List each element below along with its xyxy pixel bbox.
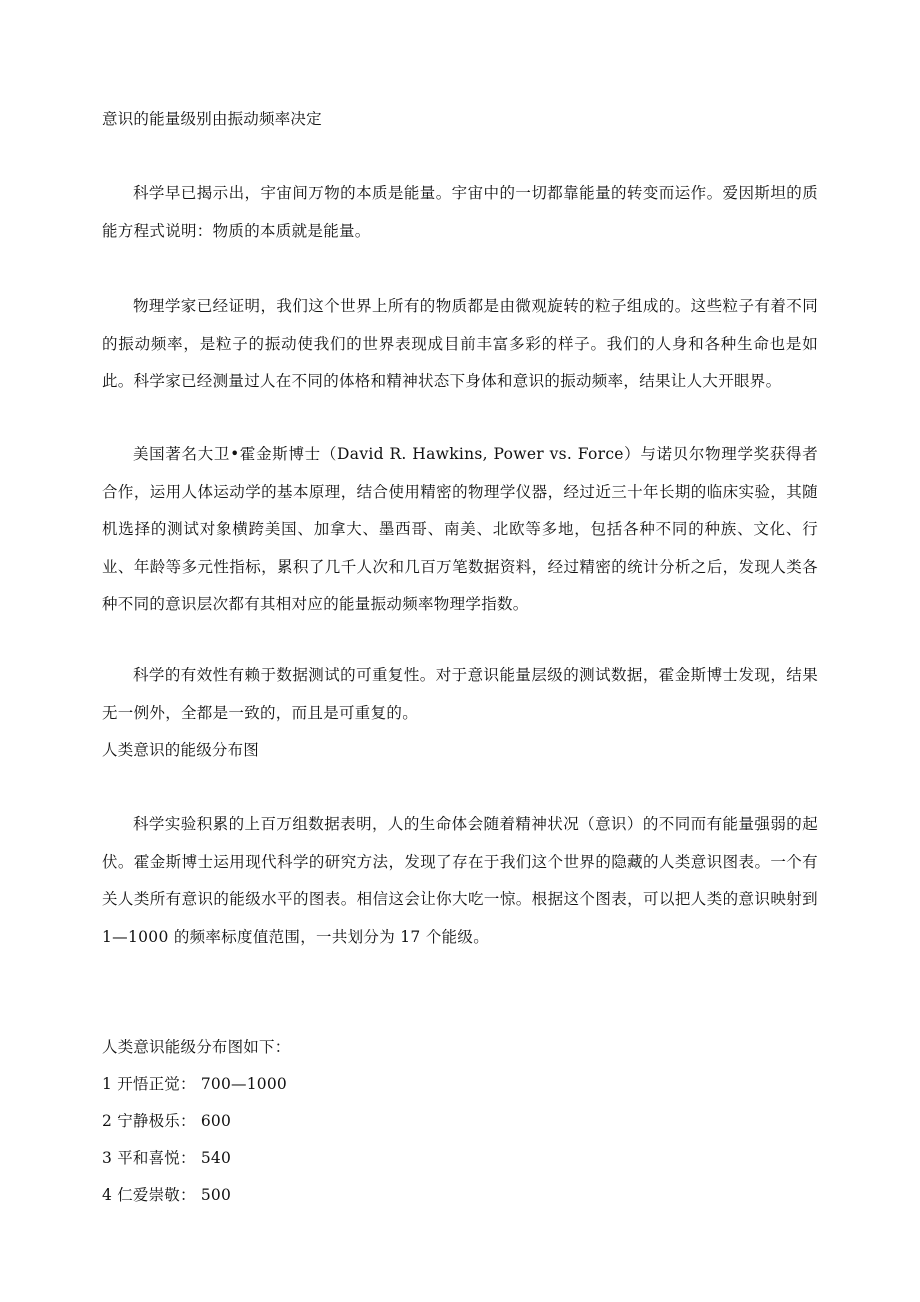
- document-title: 意识的能量级别由振动频率决定: [102, 110, 322, 128]
- level-item-3: 3 平和喜悦： 540: [102, 1149, 232, 1167]
- paragraph-4: 科学的有效性有赖于数据测试的可重复性。对于意识能量层级的测试数据，霍金斯博士发现，结果无一例外，全都是一致的，而且是可重复的。: [102, 666, 818, 722]
- section-paragraph: 科学实验积累的上百万组数据表明，人的生命体会随着精神状况（意识）的不同而有能量强弱的起伏。霍金斯博士运用现代科学的研究方法，发现了存在于我们这个世界的隐藏的人类意识图表。一个有关人类所有意识的能级水平的图表。相信这会让你大吃一惊。根据这个图表，可以把人类的意识映射到 1—1000 的频率标度值范围，一共划分为 17 个能级。: [102, 815, 818, 946]
- paragraph-1: 科学早已揭示出，宇宙间万物的本质是能量。宇宙中的一切都靠能量的转变而运作。爱因斯坦的质能方程式说明：物质的本质就是能量。: [102, 184, 818, 240]
- paragraph-3: 美国著名大卫•霍金斯博士（David R. Hawkins, Power vs. Force）与诺贝尔物理学奖获得者合作，运用人体运动学的基本原理，结合使用精密的物理学仪器，经过近三十年长期的临床实验，其随机选择的测试对象横跨美国、加拿大、墨西哥、南美、北欧等多地，包括各种不同的种族、文化、行业、年龄等多元性指标，累积了几千人次和几百万笔数据资料，经过精密的统计分析之后，发现人类各种不同的意识层次都有其相对应的能量振动频率物理学指数。: [102, 445, 818, 613]
- level-item-2: 2 宁静极乐： 600: [102, 1112, 232, 1130]
- section-heading: 人类意识的能级分布图: [102, 741, 260, 759]
- level-item-4: 4 仁爱崇敬： 500: [102, 1186, 232, 1204]
- list-intro: 人类意识能级分布图如下：: [102, 1038, 291, 1056]
- level-item-1: 1 开悟正觉： 700—1000: [102, 1075, 287, 1093]
- paragraph-2: 物理学家已经证明，我们这个世界上所有的物质都是由微观旋转的粒子组成的。这些粒子有着不同的振动频率，是粒子的振动使我们的世界表现成目前丰富多彩的样子。我们的人身和各种生命也是如此。科学家已经测量过人在不同的体格和精神状态下身体和意识的振动频率，结果让人大开眼界。: [102, 297, 818, 390]
